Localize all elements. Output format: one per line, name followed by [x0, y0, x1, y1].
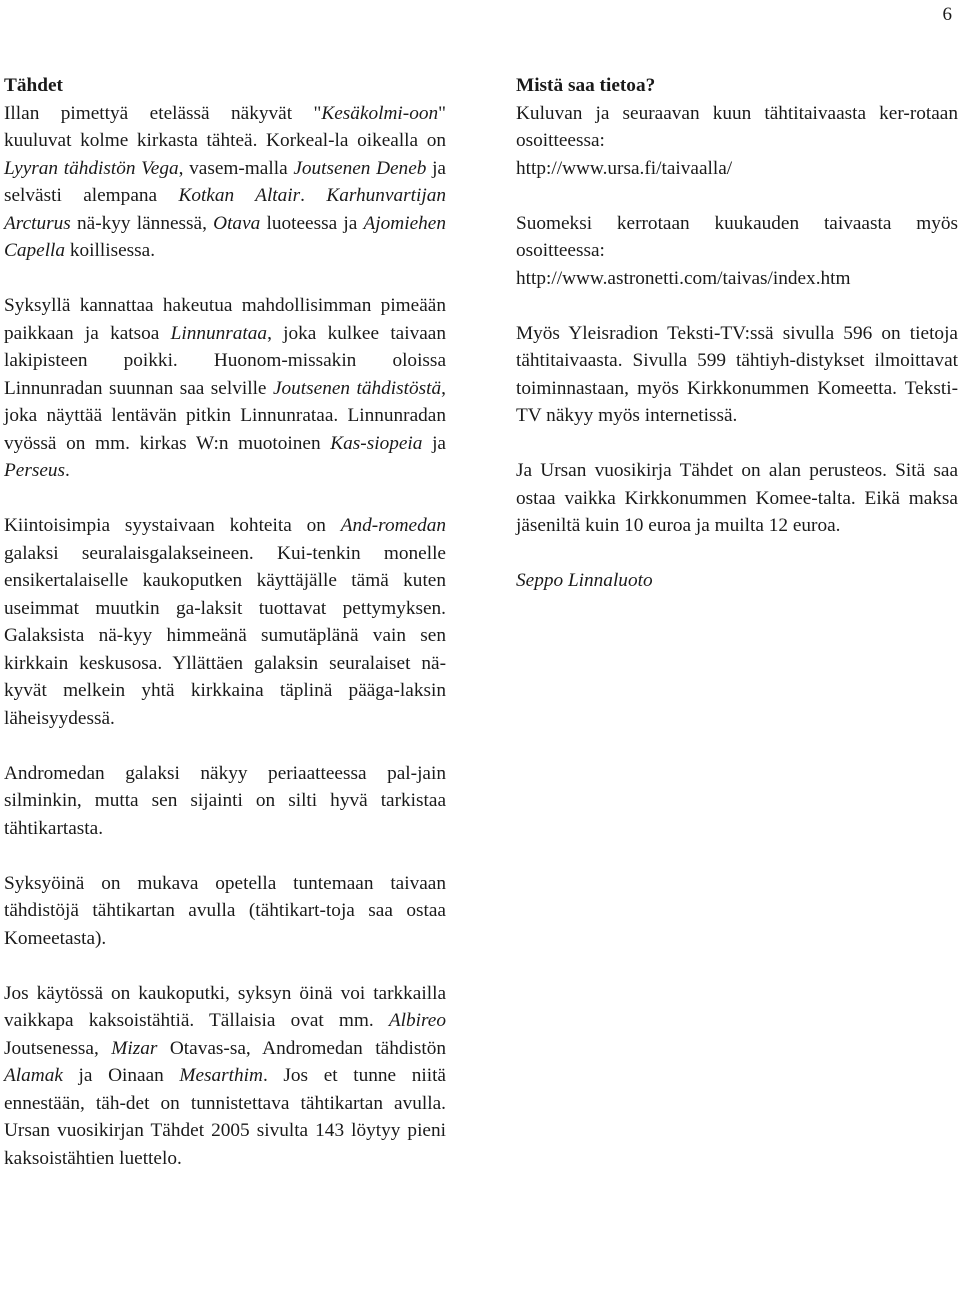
- text-run: Jos käytössä on kaukoputki, syksyn öinä voi tarkkailla vaikkapa kaksoistähtiä. Tällaisia ovat mm.: [4, 982, 446, 1031]
- italic-term: Linnunrataa: [170, 322, 268, 344]
- italic-term: Karhunvartijan Arcturus: [4, 185, 447, 234]
- section-heading-sources: Mistä saa tietoa?: [516, 75, 656, 96]
- italic-term: Kesäkolmi-oon: [321, 102, 439, 124]
- text-run: ja Oinaan: [62, 1065, 180, 1086]
- paragraph-star-charts: [4, 870, 446, 953]
- italic-term: Alamak: [4, 1065, 63, 1086]
- text-run: Syksyllä kannattaa hakeutua mahdollisimman pimeään paikkaan ja katsoa: [4, 295, 446, 344]
- italic-term: Joutsenen Deneb: [293, 157, 427, 179]
- section-heading-tahdet: Tähdet: [4, 75, 63, 96]
- paragraph-astronetti-info: [516, 210, 958, 293]
- paragraph-naked-eye: [4, 760, 446, 843]
- text-run: Kiintoisimpia syystaivaan kohteita on: [4, 515, 341, 536]
- text-run: luoteessa ja: [260, 212, 364, 234]
- italic-term: Kotkan Altair: [178, 185, 301, 206]
- paragraph-summer-triangle: [4, 100, 446, 265]
- italic-term: Otava: [213, 212, 261, 234]
- italic-term: Albireo: [388, 1010, 446, 1031]
- right-column: [516, 72, 958, 595]
- paragraph-yearbook: Ja Ursan vuosikirja Tähdet on alan perusteos. Sitä saa ostaa vaikka Kirkkonummen Komee-talta. Eikä maksa jäseniltä kuin 10 euroa ja muilta 12 euroa.: [516, 460, 958, 536]
- astronetti-url-link[interactable]: http://www.astronetti.com/taivas/index.htm: [516, 267, 851, 289]
- page-number: 6: [942, 4, 952, 25]
- italic-term: Mesarthim: [179, 1065, 263, 1086]
- text-run: ja: [422, 432, 446, 454]
- text-run: " kuuluvat kolme kirkasta tähteä. Korkeal-la oikealla on: [4, 102, 446, 151]
- italic-term: Kas-siopeia: [330, 432, 423, 454]
- text-run: Illan pimettyä etelässä näkyvät ": [4, 102, 322, 124]
- text-run: , vasem-malla: [178, 157, 294, 179]
- italic-term: Lyyran tähdistön Vega: [4, 157, 179, 179]
- text-run: Joutsenessa,: [4, 1037, 112, 1059]
- text-run: , joka näyttää lentävän pitkin Linnunrataa. Linnunradan vyössä on mm. kirkas W:n muotoinen: [4, 377, 446, 454]
- text-run: . Jos et tunne niitä ennestään, täh-det on tunnistettava tähtikartan avulla. Ursan vuosikirjan Tähdet 2005 sivulta 143 löytyy pieni kaksoistähtien luettelo.: [4, 1065, 446, 1169]
- paragraph-andromeda-galaxy: [4, 512, 446, 732]
- italic-term: Perseus: [4, 460, 66, 481]
- text-run: nä-kyy lännessä,: [70, 212, 214, 234]
- text-run: galaksi seuralaisgalakseineen. Kui-tenkin monelle ensikertalaiselle kaukoputken käyttäjälle tämä kuten useimmat muutkin ga-laksit tuottavat pettymyksen. Galaksista nä-kyy himmeänä sumutäplänä vain sen kirkkain keskusosa. Yllättäen galaksin seuralaiset nä-kyvät melkein yhtä kirkkaina täplinä pääga-laksin läheisyydessä.: [4, 542, 446, 729]
- italic-term: Mizar: [111, 1037, 158, 1059]
- italic-term: Ajomiehen Capella: [4, 212, 446, 261]
- text-run: .: [65, 460, 70, 481]
- ursa-info-text: Kuluvan ja seuraavan kuun tähtitaivaasta ker-rotaan osoitteessa:: [516, 102, 958, 151]
- astronetti-info-text: Suomeksi kerrotaan kuukauden taivaasta myös osoitteessa:: [516, 212, 958, 261]
- text-run: koillisessa.: [65, 240, 156, 261]
- italic-term: And-romedan: [340, 515, 446, 536]
- text-run: Otavas-sa, Andromedan tähdistön: [157, 1037, 446, 1059]
- text-run: .: [300, 185, 327, 206]
- text-run: , joka kulkee taivaan lakipisteen poikki. Huonom-missakin oloissa Linnunradan suunnan saa selville: [4, 322, 446, 399]
- author-signature: Seppo Linnaluoto: [516, 570, 653, 591]
- text-run: Syksyöinä on mukava opetella tuntemaan taivaan tähdistöjä tähtikartan avulla (tähtikart-toja saa ostaa Komeetasta).: [4, 872, 446, 949]
- ursa-url-link[interactable]: http://www.ursa.fi/taivaalla/: [516, 157, 733, 179]
- paragraph-ursa-info: [516, 100, 958, 183]
- paragraph-teletext: Myös Yleisradion Teksti-TV:ssä sivulla 596 on tietoja tähtitaivaasta. Sivulla 599 tähtiyh-distykset ilmoittavat toiminnastaan, myös Kirkkonummen Komeetta. Teksti-TV näkyy myös internetissä.: [516, 322, 958, 426]
- paragraph-milky-way: [4, 292, 446, 485]
- text-run: Andromedan galaksi näkyy periaatteessa pal-jain silminkin, mutta sen sijainti on silti hyvä tarkistaa tähtikartasta.: [4, 762, 446, 839]
- text-run: ja selvästi alempana: [4, 157, 446, 206]
- italic-term: Joutsenen tähdistöstä: [272, 377, 442, 399]
- left-column: [4, 72, 446, 1200]
- paragraph-double-stars: [4, 980, 446, 1173]
